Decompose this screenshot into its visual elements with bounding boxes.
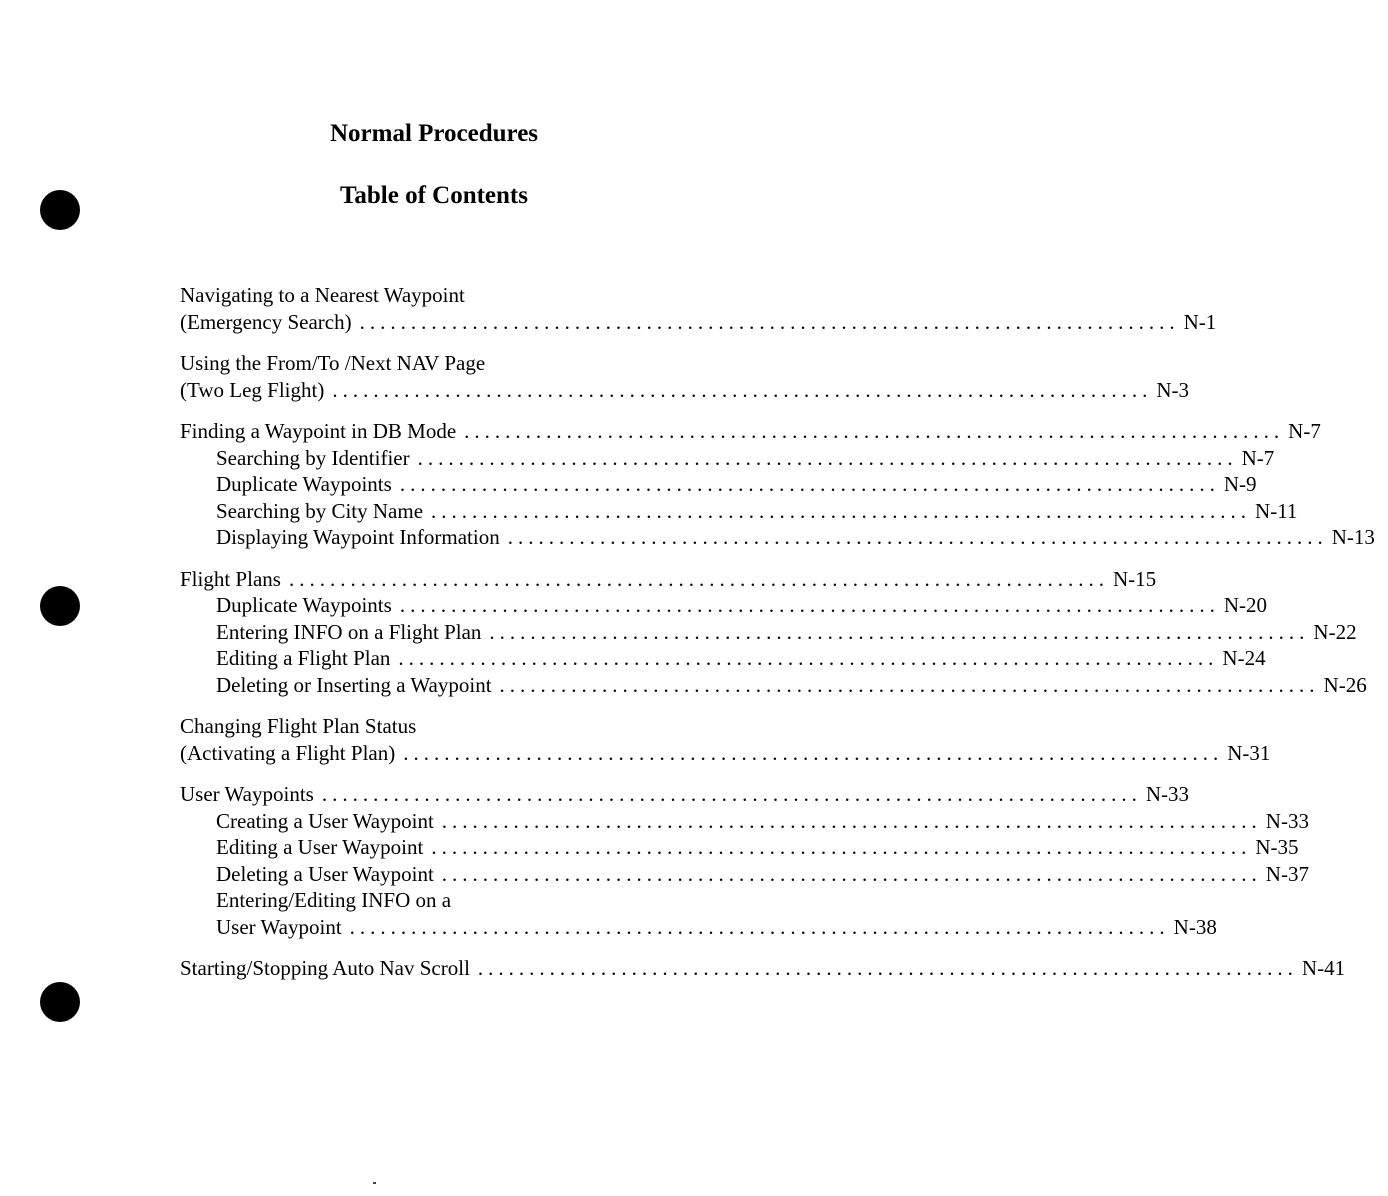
- toc-page-number: N-31: [1227, 740, 1271, 765]
- toc-page-number: N-7: [1288, 419, 1321, 443]
- toc-page-number: N-20: [1223, 593, 1267, 617]
- toc-page-number: N-1: [1183, 309, 1217, 334]
- toc-entry[interactable]: [180, 592, 1267, 619]
- toc-page-number: N-3: [1156, 377, 1190, 402]
- toc-page-number: N-9: [1223, 472, 1257, 496]
- toc-dot-leader: ................................................................................: [399, 472, 1220, 496]
- toc-group: [180, 955, 1346, 982]
- toc-entry-label: Navigating to a Nearest Waypoint: [180, 283, 465, 307]
- toc-group: [180, 418, 1375, 551]
- toc-group: [180, 713, 1271, 766]
- toc-entry-label: Editing a User Waypoint: [216, 835, 424, 859]
- toc-entry[interactable]: [180, 619, 1357, 646]
- toc-entry[interactable]: [180, 524, 1375, 551]
- toc-group: [180, 566, 1367, 699]
- toc-entry-label: Duplicate Waypoints: [216, 593, 392, 617]
- toc-entry[interactable]: [180, 914, 1217, 941]
- toc-group: [180, 781, 1309, 940]
- toc-page-number: N-26: [1323, 672, 1367, 697]
- table-of-contents: [180, 282, 1375, 997]
- toc-entry-label: Searching by Identifier: [216, 445, 410, 470]
- toc-entry[interactable]: [180, 445, 1275, 472]
- toc-entry-label: Entering INFO on a Flight Plan: [216, 619, 482, 644]
- toc-entry-label: Deleting a User Waypoint: [216, 861, 434, 886]
- toc-entry-label: User Waypoint: [216, 914, 342, 939]
- toc-entry-label: (Activating a Flight Plan): [180, 740, 396, 765]
- toc-dot-leader: ................................................................................: [332, 377, 1153, 402]
- toc-entry[interactable]: [180, 471, 1257, 498]
- toc-entry[interactable]: [180, 350, 632, 377]
- binder-hole-bottom: [40, 982, 80, 1022]
- toc-entry[interactable]: [180, 781, 1189, 808]
- toc-entry[interactable]: [180, 498, 1298, 525]
- toc-entry-label: Finding a Waypoint in DB Mode: [180, 419, 457, 443]
- toc-dot-leader: ................................................................................: [417, 445, 1238, 470]
- toc-entry-label: (Two Leg Flight): [180, 377, 325, 402]
- toc-entry-label: Using the From/To /Next NAV Page: [180, 351, 486, 375]
- toc-dot-leader: ................................................................................: [288, 566, 1109, 591]
- toc-entry-label: Flight Plans: [180, 566, 281, 591]
- toc-dot-leader: ................................................................................: [441, 861, 1262, 886]
- toc-page-number: N-24: [1222, 646, 1266, 670]
- toc-dot-leader: ................................................................................: [399, 593, 1220, 617]
- toc-dot-leader: ................................................................................: [349, 914, 1170, 939]
- toc-entry[interactable]: [180, 566, 1157, 593]
- toc-page-number: N-37: [1265, 861, 1309, 886]
- toc-entry[interactable]: [180, 713, 632, 740]
- toc-entry-label: Duplicate Waypoints: [216, 472, 392, 496]
- toc-entry[interactable]: [180, 309, 1217, 336]
- toc-dot-leader: ................................................................................: [489, 619, 1310, 644]
- toc-dot-leader: ................................................................................: [507, 525, 1328, 549]
- toc-dot-leader: ................................................................................: [398, 646, 1219, 670]
- toc-entry-label: Searching by City Name: [216, 498, 424, 523]
- toc-entry[interactable]: [180, 740, 1271, 767]
- toc-entry[interactable]: [180, 672, 1367, 699]
- toc-entry-label: Displaying Waypoint Information: [216, 525, 500, 549]
- toc-group: [180, 350, 1190, 403]
- toc-entry-label: Deleting or Inserting a Waypoint: [216, 672, 492, 697]
- toc-entry-label: Changing Flight Plan Status: [180, 714, 417, 738]
- toc-page-number: N-22: [1313, 619, 1357, 644]
- toc-page-number: N-11: [1255, 498, 1298, 523]
- toc-dot-leader: ................................................................................: [403, 740, 1224, 765]
- toc-dot-leader: ................................................................................: [464, 419, 1285, 443]
- toc-entry-label: (Emergency Search): [180, 309, 352, 334]
- toc-dot-leader: ................................................................................: [477, 956, 1298, 980]
- toc-dot-leader: ................................................................................: [499, 672, 1320, 697]
- toc-page-number: N-35: [1255, 835, 1299, 859]
- toc-dot-leader: ................................................................................: [359, 309, 1180, 334]
- page-subtitle: Table of Contents: [340, 182, 528, 209]
- toc-entry[interactable]: [180, 955, 1346, 982]
- toc-entry[interactable]: [180, 861, 1309, 888]
- toc-entry-label: Creating a User Waypoint: [216, 808, 434, 833]
- toc-entry[interactable]: [180, 887, 632, 914]
- toc-entry[interactable]: [180, 808, 1309, 835]
- toc-entry-label: Entering/Editing INFO on a: [216, 888, 452, 912]
- toc-page-number: N-13: [1331, 525, 1375, 549]
- toc-page-number: N-33: [1265, 808, 1309, 833]
- toc-group: [180, 282, 1217, 335]
- toc-entry[interactable]: [180, 834, 1299, 861]
- toc-dot-leader: ................................................................................: [431, 835, 1252, 859]
- scan-speck: [373, 1182, 376, 1184]
- toc-entry[interactable]: [180, 645, 1266, 672]
- toc-dot-leader: ................................................................................: [431, 498, 1252, 523]
- binder-hole-middle: [40, 586, 80, 626]
- toc-entry[interactable]: [180, 377, 1190, 404]
- toc-entry-label: Editing a Flight Plan: [216, 646, 391, 670]
- toc-dot-leader: ................................................................................: [321, 782, 1142, 806]
- page-title: Normal Procedures: [329, 120, 539, 147]
- toc-page-number: N-7: [1241, 445, 1275, 470]
- toc-entry[interactable]: [180, 282, 632, 309]
- toc-entry-label: Starting/Stopping Auto Nav Scroll: [180, 956, 470, 980]
- toc-page-number: N-33: [1145, 782, 1189, 806]
- toc-entry-label: User Waypoints: [180, 782, 314, 806]
- toc-page-number: N-38: [1173, 914, 1217, 939]
- toc-entry[interactable]: [180, 418, 1321, 445]
- toc-dot-leader: ................................................................................: [441, 808, 1262, 833]
- toc-page-number: N-15: [1112, 566, 1157, 591]
- toc-page-number: N-41: [1301, 956, 1346, 980]
